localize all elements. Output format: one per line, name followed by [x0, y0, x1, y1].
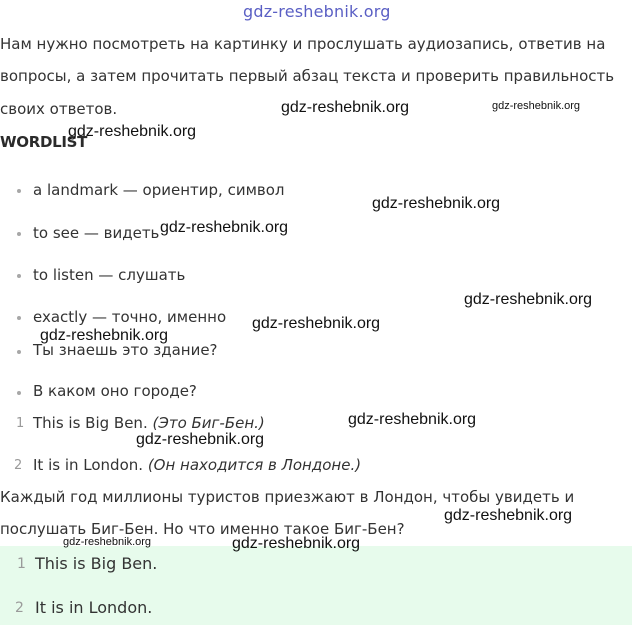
answer-line: [33, 414, 265, 432]
paragraph-line-1: Каждый год миллионы туристов приезжают в Лондон, чтобы увидеть и: [0, 488, 575, 506]
answer-box: [0, 546, 632, 625]
intro-line-1: Нам нужно посмотреть на картинку и прослушать аудиозапись, ответив на: [0, 35, 606, 53]
answer-text: It is in London.: [33, 456, 144, 474]
answer-box-text: It is in London.: [35, 598, 153, 617]
list-item: a landmark — ориентир, символ: [33, 181, 285, 199]
site-header-link[interactable]: gdz-reshebnik.org: [243, 2, 391, 21]
answer-translation: (Это Биг-Бен.): [152, 414, 265, 432]
answer-box-number: 1: [17, 556, 26, 572]
answer-text: This is Big Ben.: [33, 414, 148, 432]
watermark: gdz-reshebnik.org: [444, 507, 573, 524]
watermark: gdz-reshebnik.org: [136, 431, 265, 448]
watermark: gdz-reshebnik.org: [40, 327, 169, 344]
bullet-dot-icon: [17, 274, 21, 278]
watermark: gdz-reshebnik.org: [492, 100, 581, 112]
bullet-dot-icon: [17, 316, 21, 320]
watermark: gdz-reshebnik.org: [464, 291, 593, 308]
watermark: gdz-reshebnik.org: [232, 535, 361, 552]
list-item: Ты знаешь это здание?: [33, 341, 218, 359]
list-item: to listen — слушать: [33, 266, 186, 284]
paragraph-line-2: послушать Биг-Бен. Но что именно такое Биг-Бен?: [0, 520, 405, 538]
answer-translation: (Он находится в Лондоне.): [147, 456, 362, 474]
watermark: gdz-reshebnik.org: [348, 411, 477, 428]
watermark: gdz-reshebnik.org: [63, 536, 152, 548]
list-item: В каком оно городе?: [33, 382, 197, 400]
wordlist-heading: WORDLIST: [0, 133, 88, 151]
watermark: gdz-reshebnik.org: [68, 123, 197, 140]
watermark: gdz-reshebnik.org: [372, 195, 501, 212]
watermark: gdz-reshebnik.org: [252, 315, 381, 332]
bullet-dot-icon: [17, 232, 21, 236]
list-item: to see — видеть: [33, 224, 160, 242]
answer-box-text: This is Big Ben.: [35, 554, 158, 573]
answer-box-number: 2: [15, 600, 24, 616]
bullet-dot-icon: [17, 350, 21, 354]
watermark: gdz-reshebnik.org: [281, 99, 410, 116]
answer-number: 1: [16, 416, 25, 431]
bullet-dot-icon: [17, 391, 21, 395]
list-item: exactly — точно, именно: [33, 308, 227, 326]
bullet-dot-icon: [17, 189, 21, 193]
answer-number: 2: [14, 458, 23, 473]
watermark: gdz-reshebnik.org: [160, 219, 289, 236]
intro-line-3: своих ответов.: [0, 100, 118, 118]
intro-line-2: вопросы, а затем прочитать первый абзац текста и проверить правильность: [0, 67, 615, 85]
answer-line: [33, 456, 361, 474]
